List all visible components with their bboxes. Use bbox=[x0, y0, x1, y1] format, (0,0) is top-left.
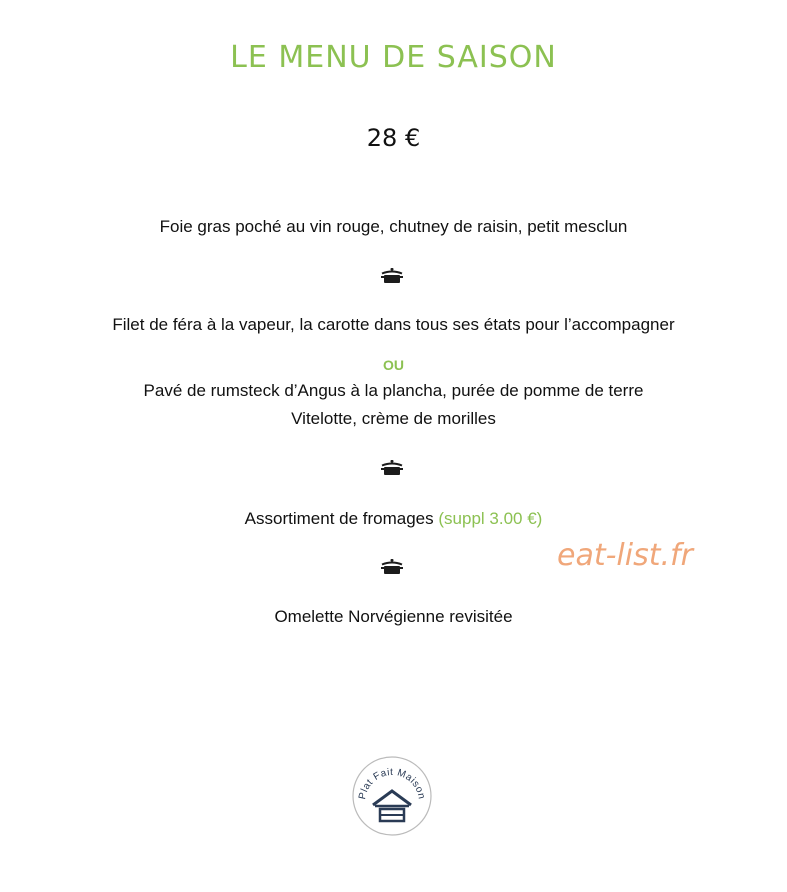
dessert-dish: Omelette Norvégienne revisitée bbox=[274, 607, 513, 626]
starter-dish: Foie gras poché au vin rouge, chutney de raisin, petit mesclun bbox=[159, 217, 628, 236]
cooking-pot-icon bbox=[381, 268, 403, 284]
cheese-course bbox=[0, 509, 787, 529]
or-separator: OU bbox=[383, 357, 404, 373]
cheese-dish: Assortiment de fromages bbox=[244, 509, 434, 528]
badge-label: Plat Fait Maison bbox=[357, 766, 427, 801]
menu-title: LE MENU DE SAISON bbox=[230, 40, 557, 75]
main-option-beef-line1: Pavé de rumsteck d’Angus à la plancha, purée de pomme de terre bbox=[143, 381, 644, 400]
watermark: eat-list.fr bbox=[557, 538, 693, 573]
menu-price: 28 € bbox=[366, 124, 421, 152]
plat-fait-maison-badge bbox=[351, 755, 433, 837]
cheese-supplement: (suppl 3.00 €) bbox=[438, 509, 543, 528]
cooking-pot-icon bbox=[381, 559, 403, 575]
main-option-fish: Filet de féra à la vapeur, la carotte dans tous ses états pour l’accompagner bbox=[112, 315, 675, 334]
cooking-pot-icon bbox=[381, 460, 403, 476]
main-option-beef-line2: Vitelotte, crème de morilles bbox=[291, 409, 496, 428]
